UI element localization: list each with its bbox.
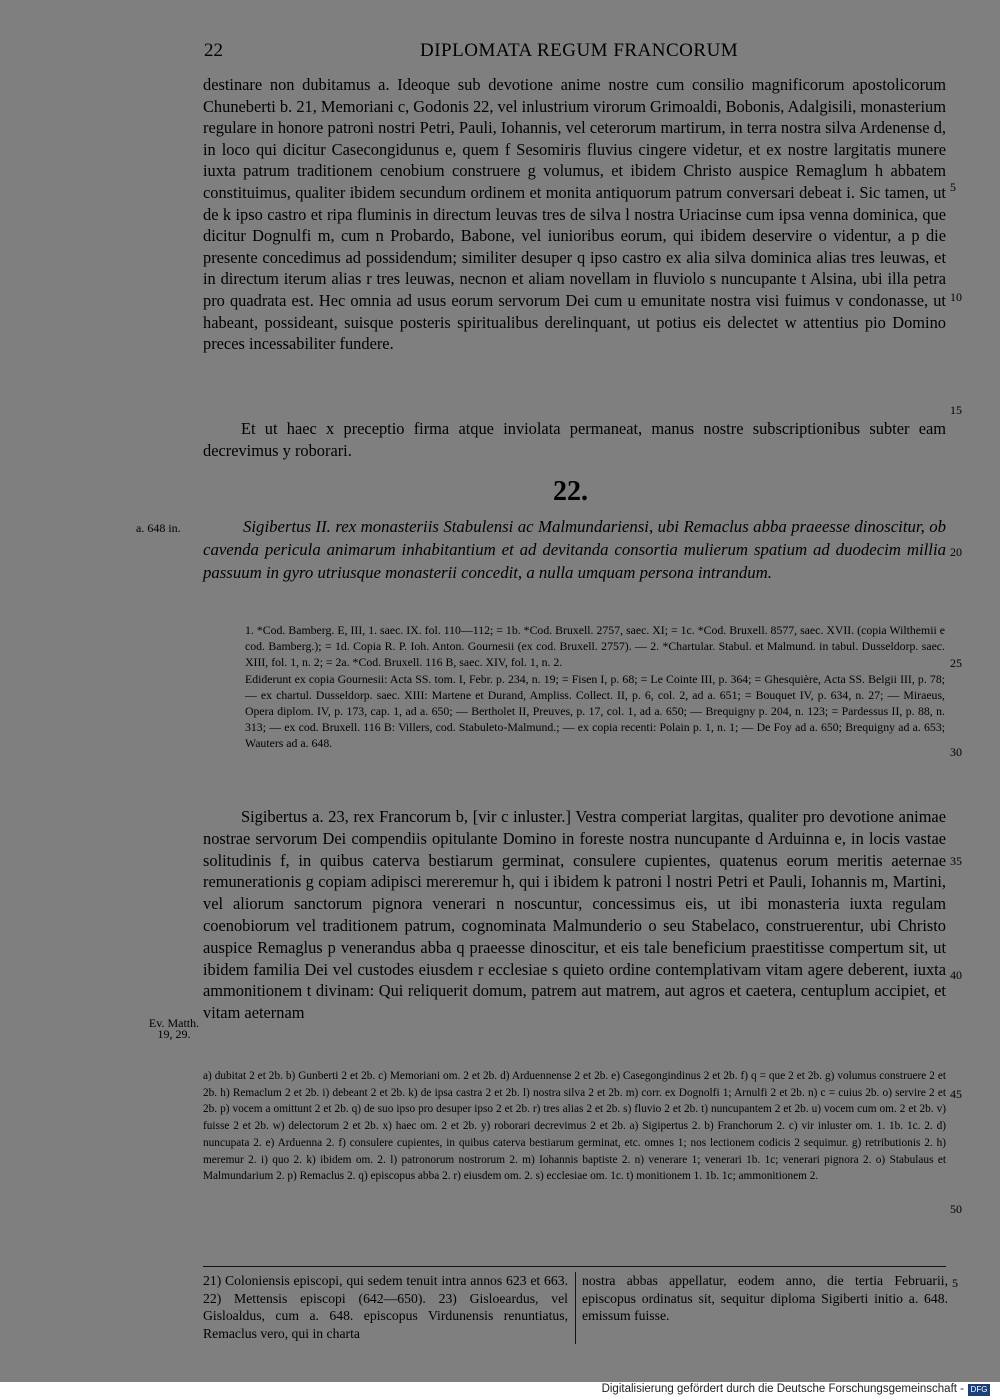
- date-note: a. 648 in.: [136, 521, 181, 535]
- line-number: 45: [950, 1087, 962, 1101]
- running-title: DIPLOMATA REGUM FRANCORUM: [420, 40, 739, 61]
- diploma-text: Sigibertus a. 23, rex Francorum b, [vir c inluster.] Vestra comperiat largitas, qualiter pro devotione animae nostrae servorum Dei compendiis opitulante Domino in foreste nostra nuncupante d Arduinna e, in locis vastae solitudinis f, in quibus caterva bestiarum germinat, consulere cupientes, quatenus eorum meritis aeternae remunerationis g copiam adipisci mereremur h, qui i ibidem k patroni l nostri Petri et Pauli, Iohannis m, Martini, vel aliorum sanctorum pignora venerari n noscuntur, concessimus eis, ut ibi monasteria iuxta regulam coenobiorum vel traditionem patrum, cognominata Malmunderio o seu Stabelaco, construerentur, ubi Christo auspice Remaglus p venerandus abba q praeesse dinoscitur, et eis tale beneficium praestitisse compertum sit, ut ibidem familia Dei vel custodes eiusdem r ecclesiae s quieto ordine contemplativam vitam agere deberent, iuxta ammonitionem t divinam: Qui reliquerit domum, patrem aut matrem, aut agros et caetera, centuplum accipiet, et vitam aeternam: [203, 807, 946, 1023]
- regest: Sigibertus II. rex monasteriis Stabulensi ac Malmundariensi, ubi Remaclus abba praeesse dinoscitur, ob cavenda pericula animarum inhabitantium et ad devitanda consortia mulierum spatium ad duodecim millia passuum in gyro utriusque monasterii concedit, a nulla umquam persona intrandum.: [203, 517, 946, 582]
- line-number: 10: [950, 290, 962, 304]
- page-number: 22: [204, 40, 223, 61]
- line-number: 5: [950, 180, 956, 194]
- line-number: 15: [950, 403, 962, 417]
- main-text-paragraph-1: destinare non dubitamus a. Ideoque sub devotione anime nostre cum consilio magnificorum apostolicorum Chuneberti b. 21, Memoriani c, Godonis 22, vel inlustrium virorum Grimoaldi, Bobonis, Adalgisili, monasterium regulare in honore patroni nostri Petri, Pauli, Iohannis, vel ceterorum martirum, in terra nostra silva Ardenense d, in loco qui dicitur Casecongidunus e, quem f Sesomiris fluvius cingere videtur, et ex nostre largitatis munere iuxta patrum traditionem cenobium construere g volumus, et ibidem Christo auspice Remaglum h abbatem constituimus, qualiter ibidem secundum ordinem et monita antiquorum patrum conversari debeat i. Sic tamen, ut de k ipso castro et ripa fluminis in directum leuvas tres de silva l nostra Uriacinse cum ipsa venna dominica, que dicitur Dognulfi m, cum n Probardo, Babone, vel iunioribus eorum, qui ibidem deservire o videntur, a p die presente concedimus ad possidendum; similiter desuper q ipso castro ex alia silva dominica alias tres leuwas, et in directum iterum alias r tres leuwas, necnon et aliam novellam in fluviolo s nuncupante t Alsina, ubi illa petra pro quadrata est. Hec omnia ad usus eorum servorum Dei cum u emunitate nostra visi fuimus v condonasse, ut habeant, possideant, suisque posteris spiritualibus derelinquant, ut potius eis delectet w attentius pio Domino preces incessabiliter fundere.: [203, 75, 946, 354]
- footnote-divider: [203, 1266, 946, 1267]
- document-number: 22.: [553, 476, 588, 507]
- variant-footnotes: a) dubitat 2 et 2b. b) Gunberti 2 et 2b. c) Memoriani om. 2 et 2b. d) Arduennense 2 et 2b. e) Casegongindinus 2 et 2b. f) q = que 2 et 2b. g) volumus construere 2 et 2b. h) Remaclum 2 et 2b. i) debeant 2 et 2b. k) de ipsa castra 2 et 2b. l) nostra silva 2 et 2b. m) corr. ex Dognolfi 1; Arnulfi 2 et 2b. n) c = cuius 2b. o) servire 2 et 2b. p) vocem a omittunt 2 et 2b. q) de suo ipso pro desuper ipso 2 et 2b. r) tres alias 2 et 2b. s) fluvio 2 et 2b. t) nuncupantem 2 et 2b. u) vocem cum om. 2 et 2b. v) fuisse 2 et 2b. w) delectorum 2 et 2b. x) haec om. 2 et 2b. y) roborari decrevimus 2 et 2b. a) Sigipertus 2. b) Franchorum 2. c) vir inluster om. 1. 1b. 1c. 2. d) nuncupata 2. e) Arduenna 2. f) consulere cupientes, in quibus caterva bestiarum germinat, etc. omnes 1; nos lectionem codicis 2 sequimur. g) retributionis 2. h) meremur 2. i) quo 2. k) ibidem om. 2. l) patronorum nostrorum 2. m) Iohannis baptiste 2. n) venerare 1; venerari 1b. 1c; venerari pignora 2. o) Stabulaus et Malmundarium 2. p) Remaclus 2. q) episcopus abba 2. r) eiusdem om. 2. s) ecclesiae om. 1c. t) monitionem 1. 1b. 1c; ammonitionem 2.: [203, 1070, 946, 1183]
- line-number: 5: [952, 1276, 958, 1290]
- historical-notes-column-2: nostra abbas appellatur, eodem anno, die tertia Februarii, episcopus ordinatus sit, sequitur diploma Sigiberti initio a. 648. emissum fuisse.: [582, 1273, 948, 1324]
- main-text-paragraph-2: Et ut haec x preceptio firma atque inviolata permaneat, manus nostre subscriptionibus subter eam decrevimus y roborari.: [203, 419, 946, 460]
- line-number: 35: [950, 854, 962, 868]
- bible-reference: Ev. Matth. 19, 29.: [148, 1016, 200, 1041]
- line-number: 20: [950, 545, 962, 559]
- historical-notes-column-1: 21) Coloniensis episcopi, qui sedem tenuit intra annos 623 et 663. 22) Mettensis episcopi (642—650). 23) Gisloeardus, vel Gisloaldus, cum a. 648. episcopus Virdunensis renuntiatus, Remaclus vero, qui in charta: [203, 1273, 568, 1342]
- line-number: 30: [950, 745, 962, 759]
- line-number: 40: [950, 968, 962, 982]
- manuscript-tradition: [245, 622, 945, 752]
- editions: Ediderunt ex copia Gournesii: Acta SS. tom. I, Febr. p. 234, n. 19; = Fisen I, p. 68; = Le Cointe III, p. 364; = Ghesquière, Acta SS. Belgii III, p. 78; — ex chartul. Dusseldorp. saec. XIII: Martene et Durand, Ampliss. Collect. II, p. 6, col. 2, ad a. 651; = Bouquet IV, p. 634, n. 27; — Miraeus, Opera diplom. IV, p. 173, cap. 1, ad a. 650; — Bertholet II, Preuves, p. 17, col. 1, ad a. 650; — Brequigny p. 204, n. 123; = Pardessus II, p. 88, n. 313; — ex cod. Bruxell. 116 B: Villers, cod. Stabuleto-Malmund.; — ex copia recenti: Polain p. 1, n. 1; — De Foy ad a. 650; Brequigny ad a. 653; Wauters ad a. 648.: [245, 671, 945, 751]
- line-number: 25: [950, 656, 962, 670]
- column-divider: [575, 1272, 576, 1344]
- funding-notice: Digitalisierung gefördert durch die Deutsche Forschungsgemeinschaft -: [601, 1383, 964, 1395]
- line-number: 50: [950, 1202, 962, 1216]
- manuscripts: 1. *Cod. Bamberg. E, III, 1. saec. IX. fol. 110—112; = 1b. *Cod. Bruxell. 2757, saec. XI; = 1c. *Cod. Bruxell. 8577, saec. XVII. (copia Wilthemii e cod. Bamberg.); = 1d. Copia R. P. Ioh. Anton. Gournesii (ex cod. Bruxell. 2757). — 2. *Chartular. Stabul. et Malmund. in tabul. Dusseldorp. saec. XIII, fol. 1, n. 2; = 2a. *Cod. Bruxell. 116 B, saec. XIV, fol. 1, n. 2.: [245, 623, 945, 670]
- dfg-logo: DFG: [968, 1384, 990, 1396]
